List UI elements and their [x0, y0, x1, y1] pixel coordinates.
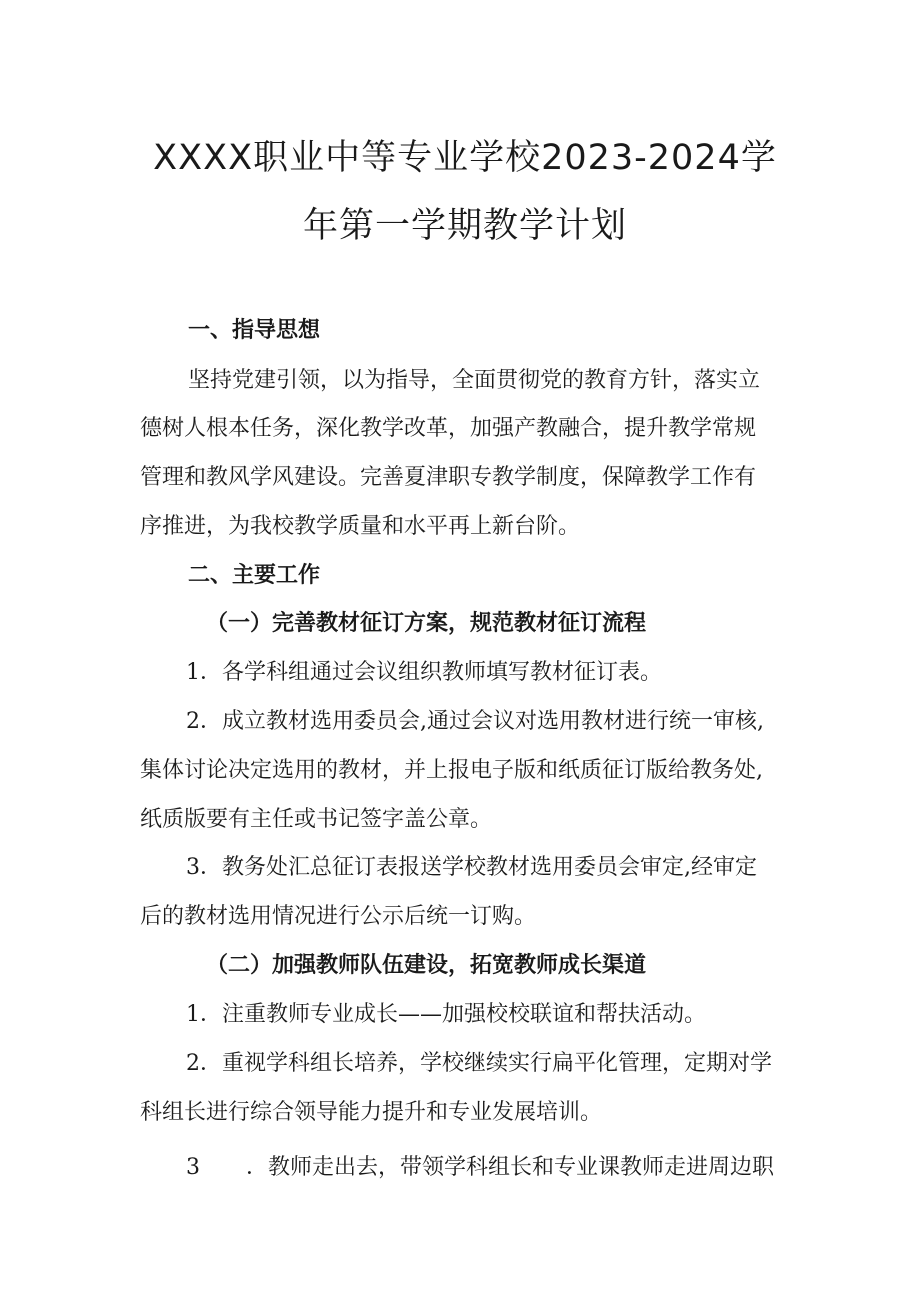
list-item: 3．教务处汇总征订表报送学校教材选用委员会审定,经审定	[186, 855, 757, 880]
section-1-paragraph-line: 管理和教风学风建设。完善夏津职专教学制度，保障教学工作有	[140, 465, 757, 490]
list-item: 1．各学科组通过会议组织教师填写教材征订表。	[186, 660, 662, 685]
section-1-heading: 一、指导思想	[188, 318, 321, 343]
list-item: 2．重视学科组长培养，学校继续实行扁平化管理，定期对学	[186, 1051, 772, 1076]
list-item-continuation: 集体讨论决定选用的教材，并上报电子版和纸质征订版给教务处,	[140, 758, 763, 783]
document-title-line-2: 年第一学期教学计划	[302, 206, 627, 246]
section-1-paragraph-line: 德树人根本任务，深化教学改革，加强产教融合，提升教学常规	[140, 416, 757, 441]
list-item-number: 3	[186, 1155, 200, 1180]
list-item-text: ．教师走出去，带领学科组长和专业课教师走进周边职	[246, 1155, 775, 1180]
section-1-paragraph-line: 序推进，为我校教学质量和水平再上新台阶。	[140, 514, 581, 539]
document-title-line-1: XXXX职业中等专业学校2023-2024学	[153, 138, 777, 178]
list-item: 2．成立教材选用委员会,通过会议对选用教材进行统一审核,	[186, 709, 764, 734]
list-item: 1．注重教师专业成长——加强校校联谊和帮扶活动。	[186, 1002, 706, 1027]
section-2-heading: 二、主要工作	[188, 563, 321, 588]
subsection-2-heading: （二）加强教师队伍建设，拓宽教师成长渠道	[206, 953, 647, 978]
section-1-paragraph-line: 坚持党建引领，以为指导，全面贯彻党的教育方针，落实立	[188, 368, 761, 393]
list-item	[186, 1153, 800, 1183]
list-item-continuation: 科组长进行综合领导能力提升和专业发展培训。	[140, 1100, 603, 1125]
list-item-continuation: 后的教材选用情况进行公示后统一订购。	[140, 904, 537, 929]
list-item-continuation: 纸质版要有主任或书记签字盖公章。	[140, 807, 493, 832]
subsection-1-heading: （一）完善教材征订方案，规范教材征订流程	[206, 611, 647, 636]
